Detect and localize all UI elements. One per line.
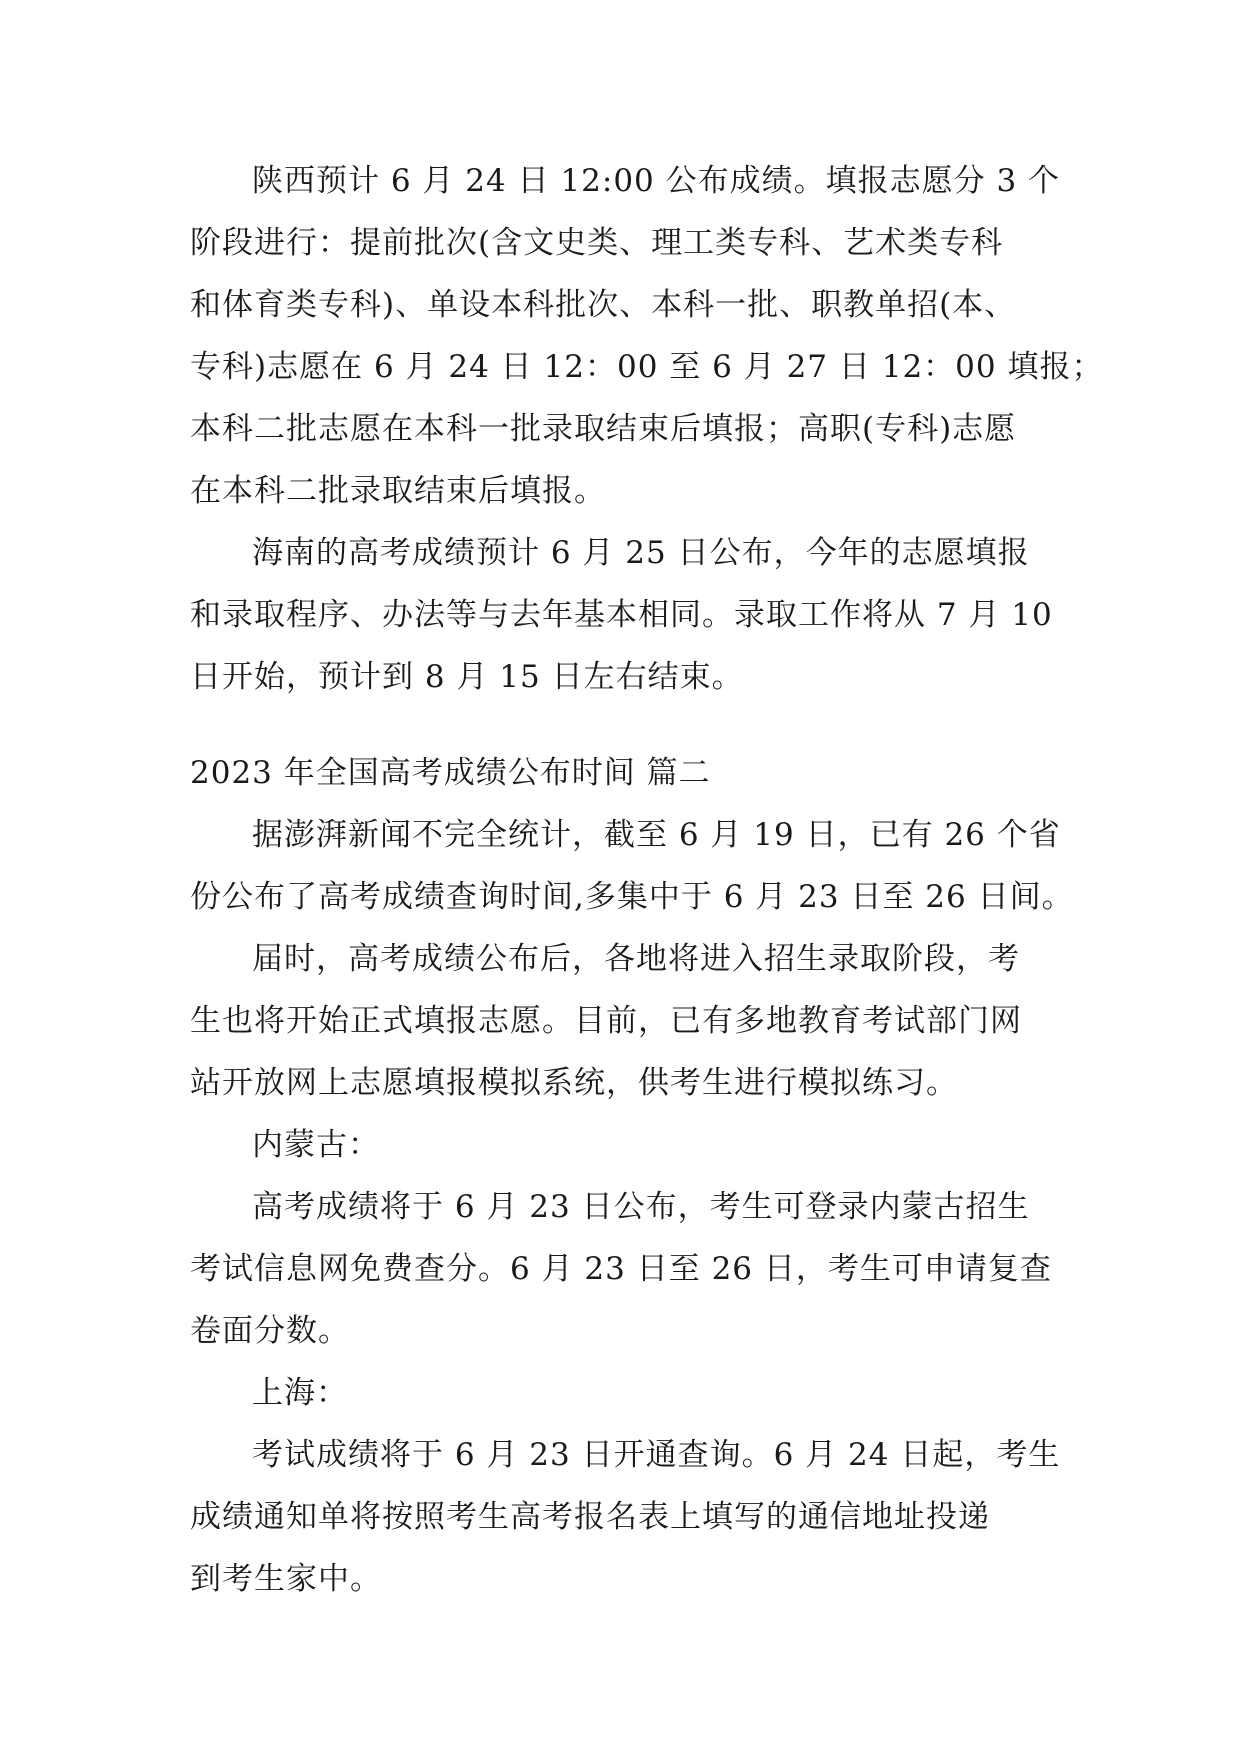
- paragraph-line: 和录取程序、办法等与去年基本相同。录取工作将从 7 月 10: [190, 597, 1053, 633]
- paragraph-line: 阶段进行：提前批次(含文史类、理工类专科、艺术类专科: [190, 225, 1004, 261]
- paragraph-line: 高考成绩将于 6 月 23 日公布，考生可登录内蒙古招生: [252, 1189, 1030, 1225]
- paragraph-line: 成绩通知单将按照考生高考报名表上填写的通信地址投递: [190, 1499, 990, 1535]
- paragraph-line: 日开始，预计到 8 月 15 日左右结束。: [190, 659, 744, 695]
- region-label: 上海：: [252, 1375, 348, 1411]
- section-heading: 2023 年全国高考成绩公布时间 篇二: [190, 755, 711, 791]
- paragraph-line: 考试信息网免费查分。6 月 23 日至 26 日，考生可申请复查: [190, 1251, 1052, 1287]
- paragraph-line: 据澎湃新闻不完全统计，截至 6 月 19 日，已有 26 个省: [252, 817, 1061, 853]
- paragraph-line: 生也将开始正式填报志愿。目前，已有多地教育考试部门网: [190, 1003, 1022, 1039]
- paragraph-line: 届时，高考成绩公布后，各地将进入招生录取阶段，考: [252, 941, 1020, 977]
- region-label: 内蒙古：: [252, 1127, 380, 1163]
- paragraph-line: 本科二批志愿在本科一批录取结束后填报；高职(专科)志愿: [190, 411, 1017, 447]
- paragraph-line: 卷面分数。: [190, 1313, 350, 1349]
- paragraph-line: 到考生家中。: [190, 1561, 382, 1597]
- paragraph-line: 考试成绩将于 6 月 23 日开通查询。6 月 24 日起，考生: [252, 1437, 1061, 1473]
- paragraph-line: 在本科二批录取结束后填报。: [190, 473, 606, 509]
- paragraph-line: 份公布了高考成绩查询时间,多集中于 6 月 23 日至 26 日间。: [190, 879, 1074, 915]
- paragraph-line: 海南的高考成绩预计 6 月 25 日公布，今年的志愿填报: [252, 535, 1030, 571]
- paragraph-line: 专科)志愿在 6 月 24 日 12：00 至 6 月 27 日 12：00 填报；: [190, 349, 1104, 385]
- paragraph-line: 站开放网上志愿填报模拟系统，供考生进行模拟练习。: [190, 1065, 958, 1101]
- paragraph-line: 陕西预计 6 月 24 日 12:00 公布成绩。填报志愿分 3 个: [252, 163, 1061, 199]
- paragraph-line: 和体育类专科)、单设本科批次、本科一批、职教单招(本、: [190, 287, 1017, 323]
